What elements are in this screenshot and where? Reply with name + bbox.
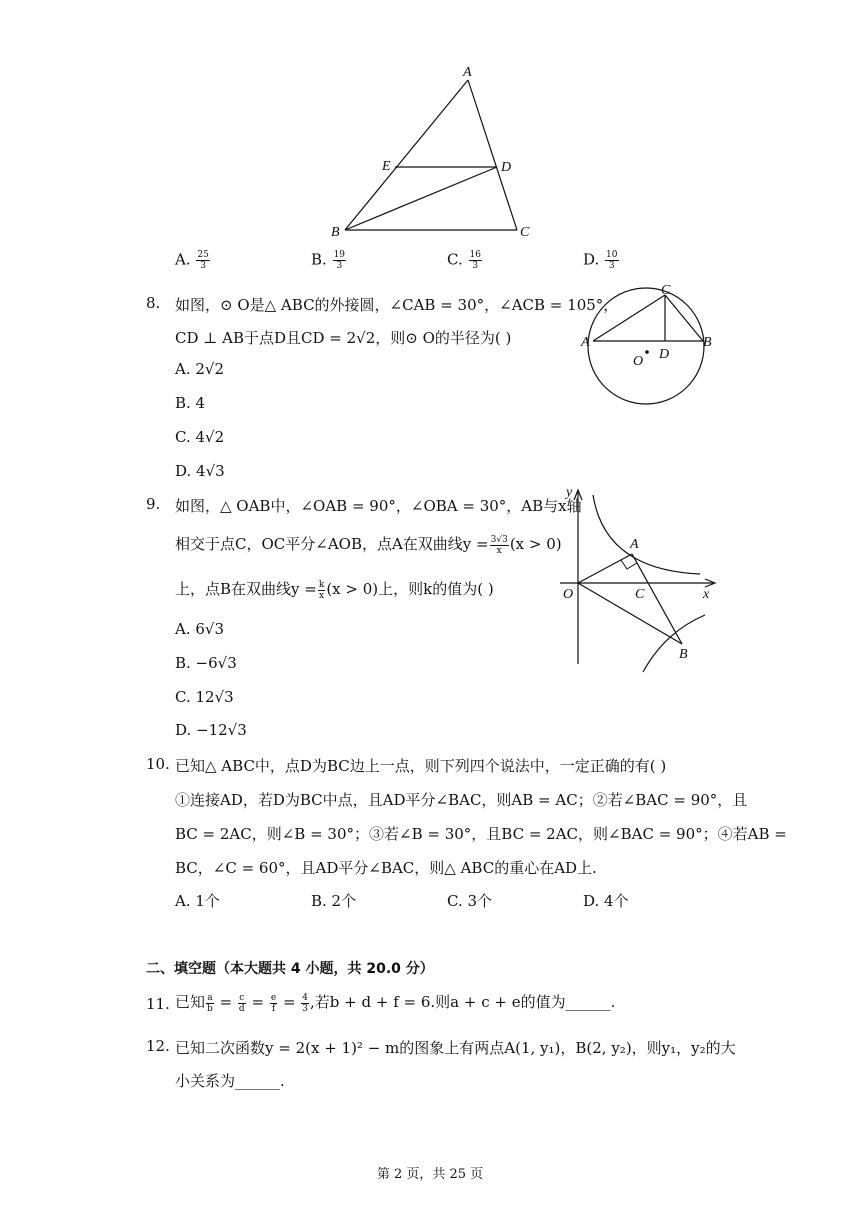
q10-option-d: D. 4个 xyxy=(583,892,629,910)
q7-triangle-figure xyxy=(320,60,540,245)
q10-text-line3: BC = 2AC，则∠B = 30°；③若∠B = 30°，且BC = 2AC，则∠BAC = 90°；④若AB = xyxy=(175,825,787,843)
q9-label-b: B xyxy=(679,647,688,662)
q11-frac-ab: $\frac{a}{b}$ xyxy=(207,992,213,1014)
q8-option-b: B. 4 xyxy=(175,394,206,412)
q9-option-b: B. −6√3 xyxy=(175,654,237,672)
q9-number: 9. xyxy=(146,495,161,513)
q8-circle-figure xyxy=(578,284,718,412)
q7-option-b-fraction: $\frac{19}{3}$ xyxy=(333,250,346,271)
q8-label-d: D xyxy=(659,347,670,362)
q9-line2-fraction: $\frac{3√3}{x}$ xyxy=(490,534,508,556)
q11-number: 11. xyxy=(146,995,170,1013)
q9-line3-tail: (x > 0)上，则k的值为( ) xyxy=(326,580,494,598)
q7-label-a: A xyxy=(463,65,472,80)
q9-line3-text: 上，点B在双曲线y = xyxy=(175,580,317,598)
q8-text-line1: 如图，⊙ O是△ ABC的外接圆，∠CAB = 30°，∠ACB = 105°， xyxy=(175,296,619,314)
q8-option-d: D. 4√3 xyxy=(175,462,225,480)
q10-text-line1: 已知△ ABC中，点D为BC边上一点，则下列四个说法中，一定正确的有( ) xyxy=(175,757,667,775)
q8-text-line2: CD ⊥ AB于点D且CD = 2√2，则⊙ O的半径为( ) xyxy=(175,329,512,347)
q7-option-d-fraction: $\frac{10}{3}$ xyxy=(606,250,618,271)
q10-text-line4: BC，∠C = 60°，且AD平分∠BAC，则△ ABC的重心在AD上. xyxy=(175,859,597,877)
q9-option-d: D. −12√3 xyxy=(175,721,247,739)
q11-frac-ef: $\frac{e}{f}$ xyxy=(270,992,277,1014)
q7-option-c-fraction: $\frac{16}{3}$ xyxy=(469,250,481,271)
q7-label-e: E xyxy=(382,159,391,174)
q9-line3-fraction: $\frac{k}{x}$ xyxy=(318,579,325,601)
q9-label-c: C xyxy=(635,587,645,602)
q10-text-line2: ①连接AD，若D为BC中点，且AD平分∠BAC，则AB = AC；②若∠BAC = 90°，且 xyxy=(175,791,748,809)
q9-option-a: A. 6√3 xyxy=(175,620,225,638)
q9-text-line3 xyxy=(175,578,494,601)
q9-label-o: O xyxy=(563,587,574,602)
q8-label-c: C xyxy=(661,284,671,298)
q8-option-c: C. 4√2 xyxy=(175,428,225,446)
q9-label-y: y xyxy=(566,485,573,500)
q7-option-c xyxy=(447,250,483,271)
q9-text-line2 xyxy=(175,533,562,556)
q7-option-b-letter: B. xyxy=(311,250,327,269)
q8-option-a: A. 2√2 xyxy=(175,360,225,378)
q12-text-line1: 已知二次函数y = 2(x + 1)² − m的图象上有两点A(1, y₁)，B(2, y₂)，则y₁，y₂的大 xyxy=(175,1039,736,1057)
q9-line2-domain: (x > 0) xyxy=(509,535,562,553)
q8-number: 8. xyxy=(146,294,161,312)
q11-pre: 已知 xyxy=(175,993,206,1011)
q11-frac-cd: $\frac{c}{d}$ xyxy=(238,992,245,1014)
q9-label-x: x xyxy=(703,587,710,602)
q11-text: 已知 $\frac{a}{b}$ = $\frac{c}{d}$ = $\frac{e}{f}$ = $\frac{4}{3}$ ,若b + d + f = 6.则a + c + e的值为______. xyxy=(175,992,616,1014)
page-footer: 第 2 页，共 25 页 xyxy=(376,1167,484,1182)
q10-option-b: B. 2个 xyxy=(311,892,357,910)
q8-label-b: B xyxy=(703,335,712,350)
q7-option-d xyxy=(583,250,620,271)
q10-option-c: C. 3个 xyxy=(447,892,493,910)
q7-label-c: C xyxy=(520,225,530,240)
q10-number: 10. xyxy=(146,755,170,773)
q9-label-a: A xyxy=(630,537,639,552)
q10-option-a: A. 1个 xyxy=(175,892,220,910)
q8-label-a: A xyxy=(581,335,590,350)
q7-option-a xyxy=(175,250,211,271)
section-heading-fill-in: 二、填空题（本大题共 4 小题，共 20.0 分） xyxy=(146,961,434,977)
q7-option-b xyxy=(311,250,347,271)
q12-number: 12. xyxy=(146,1037,170,1055)
q11-post: ,若b + d + f = 6.则a + c + e的值为______. xyxy=(310,993,616,1011)
q9-text-line1: 如图，△ OAB中，∠OAB = 90°，∠OBA = 30°，AB与x轴 xyxy=(175,497,582,515)
q7-label-b: B xyxy=(331,225,340,240)
q7-option-c-letter: C. xyxy=(447,250,463,269)
q7-option-a-letter: A. xyxy=(175,250,191,269)
q7-label-d: D xyxy=(501,160,512,175)
q9-line2-text: 相交于点C，OC平分∠AOB，点A在双曲线y = xyxy=(175,535,489,553)
q8-label-o: O xyxy=(633,354,644,369)
q11-frac-43: $\frac{4}{3}$ xyxy=(302,992,309,1014)
q9-option-c: C. 12√3 xyxy=(175,688,234,706)
q9-hyperbola-figure xyxy=(555,480,725,680)
q12-text-line2: 小关系为______. xyxy=(175,1072,285,1090)
q7-option-d-letter: D. xyxy=(583,250,600,269)
q7-option-a-fraction: $\frac{25}{3}$ xyxy=(197,250,209,271)
